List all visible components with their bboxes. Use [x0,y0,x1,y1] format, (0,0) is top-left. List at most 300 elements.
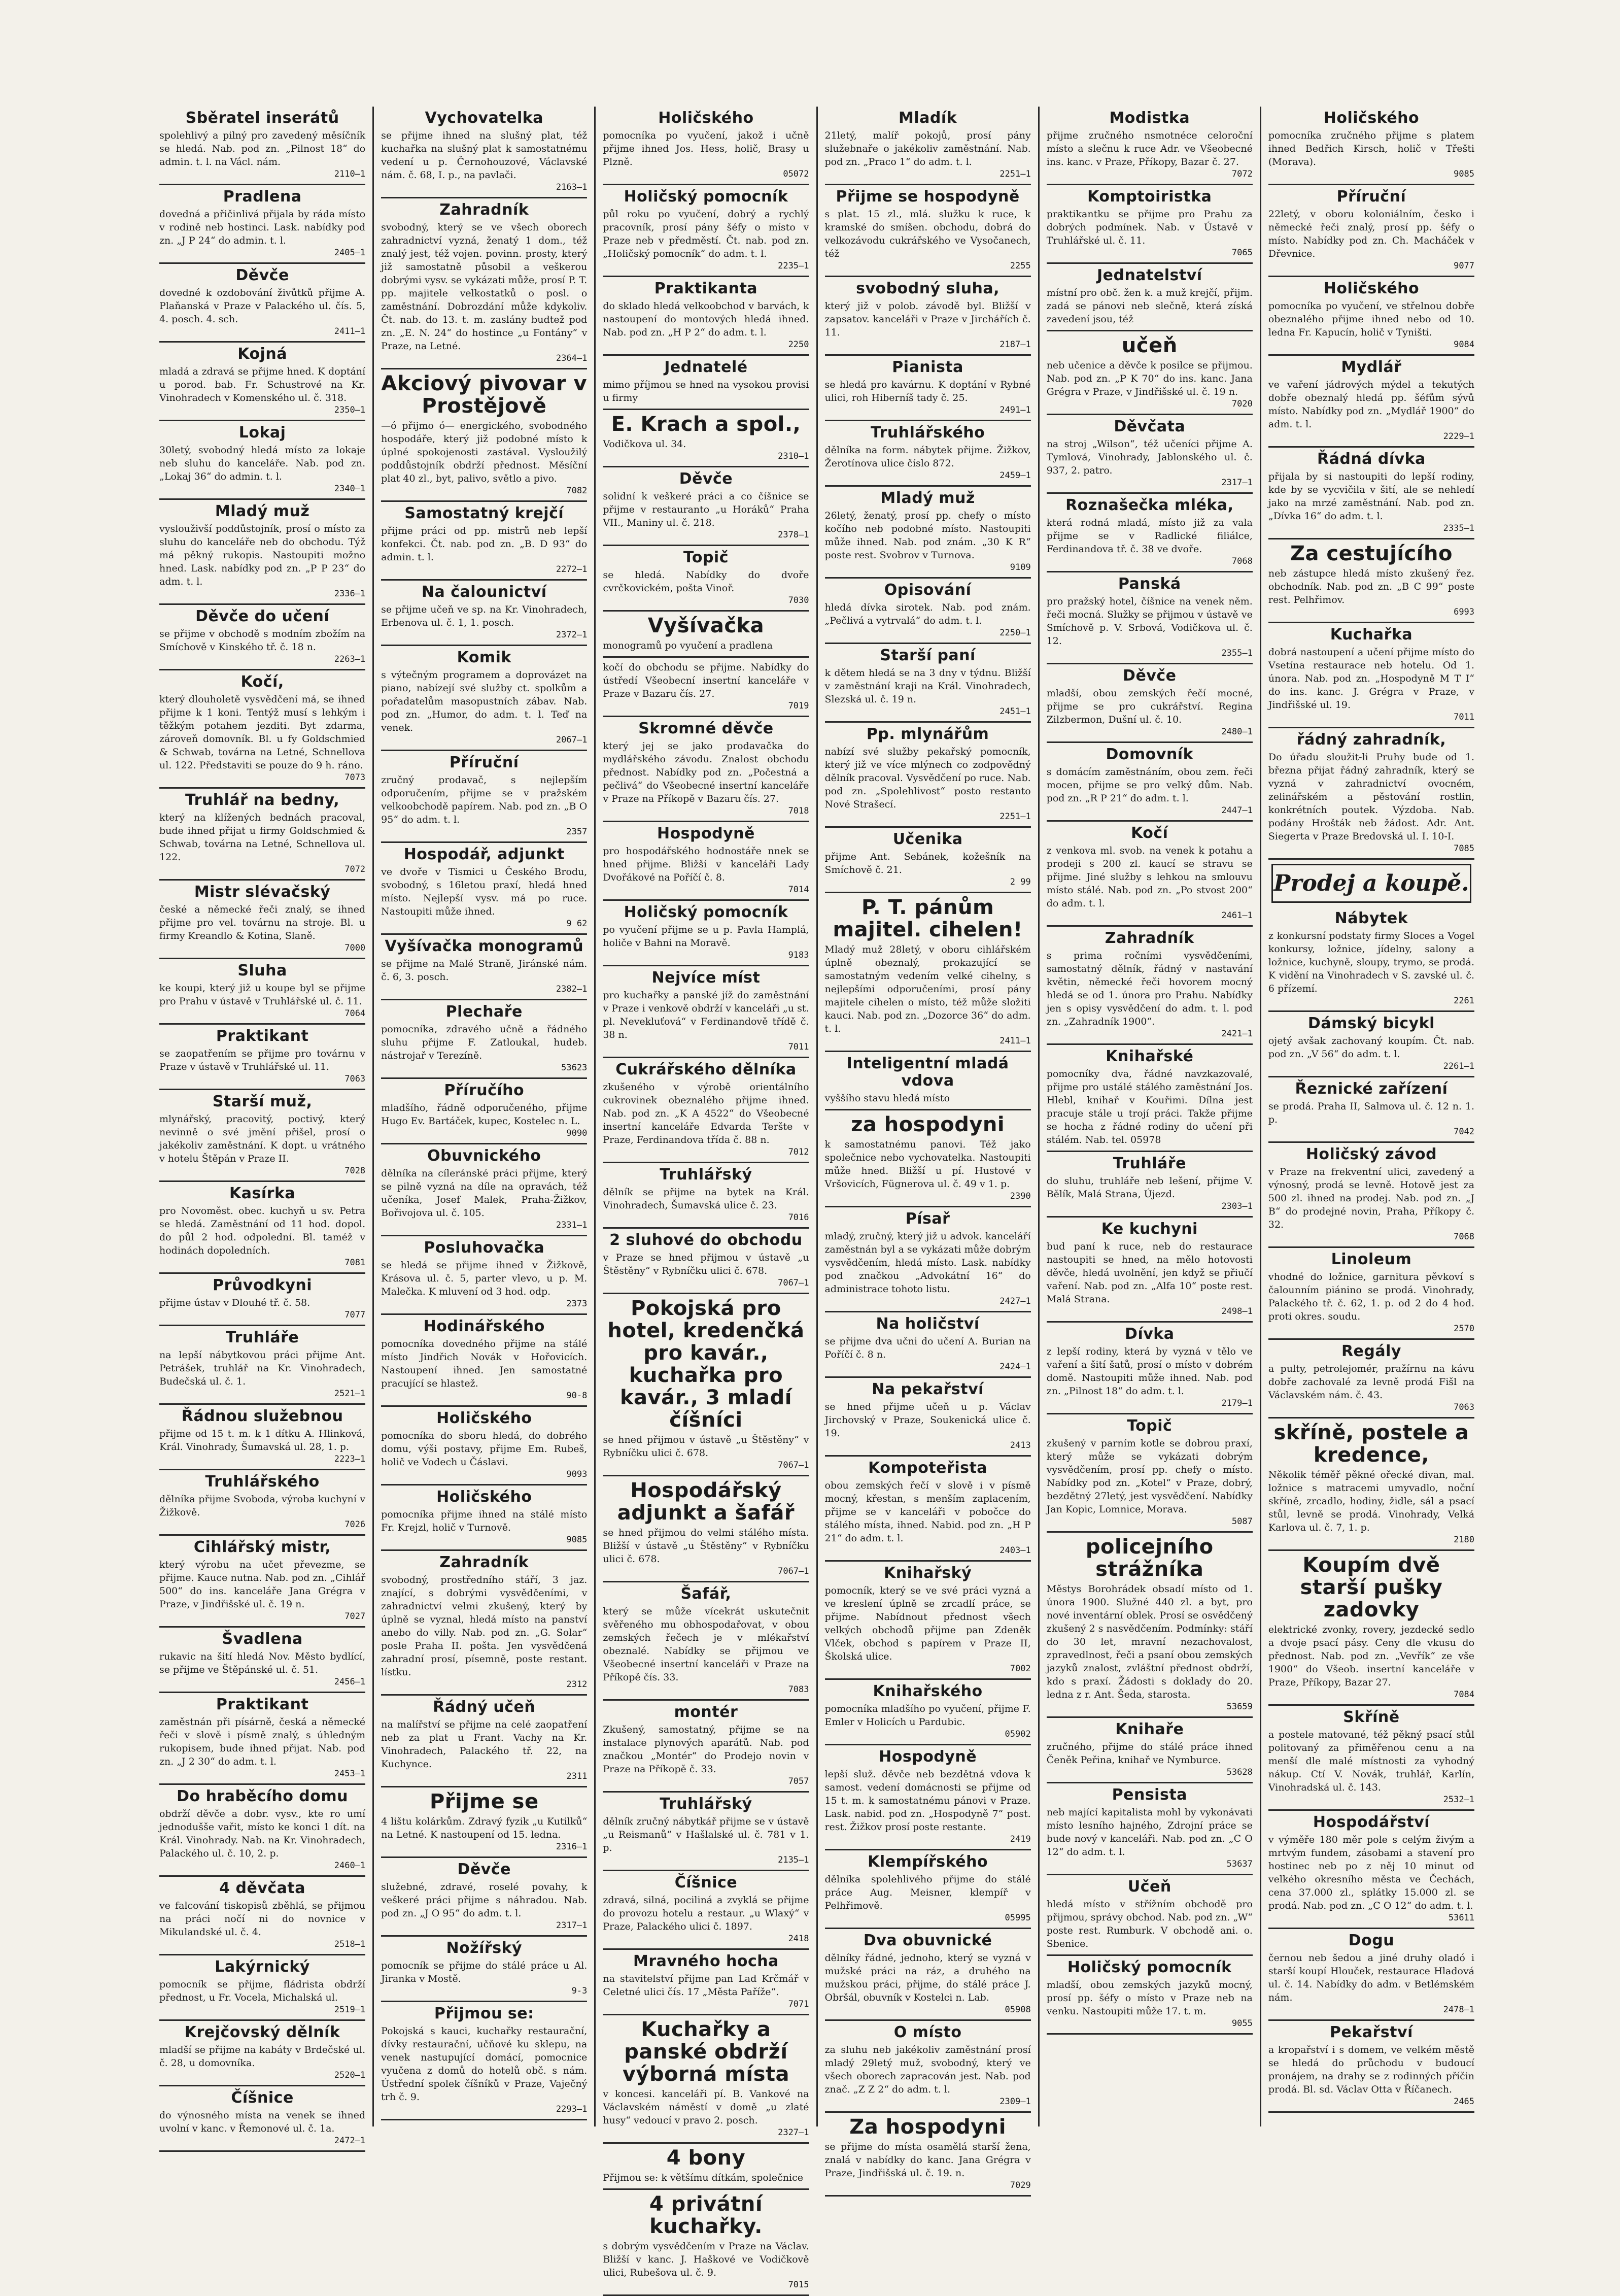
classified-ad [1268,356,1474,448]
ad-body-text: se přijme ihned na slušný plat, též kuchařka na slušný plat k samostatnému vedení u p. Černohouzové, Václavské nám. č. 68, I. p., na pavlači. [381,130,588,181]
ad-body-text: pomocníka dovedného přijme na stálé místo Jindřich Novák v Hořovicích. Nastoupení ihned. Jen samostatné pracující se hlastež. [381,1338,588,1389]
classified-ad [1047,1533,1253,1718]
ad-body-text: pomocníky dva, řádné navzkazovalé, přijme pro ustálé stálého zaměstnání Jos. Hlebl, knihař v Kouřimi. Dílna jest pracuje stále u trojí práci. Takže přijme se hocha z řádné rodiny do učení při stálém. Nab. tel. 05978 [1046,1068,1253,1145]
ad-reference-number: 2532—1 [1443,1795,1475,1805]
classified-ad [1047,1875,1253,1956]
classified-ad [603,612,809,658]
ad-body-text: elektrické zvonky, rovery, jezdecké sedlo a dvoje psací pásy. Ceny dle vkusu do přednost. Nab. pod zn. „Vevřík“ ze vše 1900“ do Všeob. insertní kanceláře v Praze, Příkopy, Bazar 27. [1268,1624,1475,1688]
classified-ad [1268,1929,1474,2021]
classified-ad [825,185,1031,277]
ad-body-text: se hned přijmou v ústavě „u Štěstěny“ v Rybníčku ulici č. 678. [603,1434,809,1459]
ad-body-text: zkušeného v výrobě orientálního cukrovinek obeznalého přijme ihned. Nab. pod zn. „K A 4522“ do Všeobecné insertní kanceláře Edvarda Teršte v Praze, Ferdinandova třída č. 88 n. [603,1082,809,1145]
ad-heading: Číšnice [231,2089,294,2107]
ad-body-text: dělník zručný nábytkář přijme se v ústavě „u Reismanů“ v Hašlalské ul. č. 781 v 1. p. [603,1816,809,1853]
ad-reference-number: 53628 [1226,1767,1253,1777]
ad-reference-number: 2465 [1454,2097,1475,2107]
classified-ad [381,1858,587,1937]
ad-heading: Na čalounictví [421,583,547,601]
classified-ad [1047,264,1253,331]
ad-body-text: zručného, přijme do stálé práce ihned Čeněk Peřina, knihař ve Nymburce. [1046,1741,1253,1766]
ad-reference-number: 2272—1 [556,564,588,575]
ad-reference-number: 2255 [1010,261,1031,271]
classified-ad [603,822,809,901]
ad-body-text: ve falcování tiskopisů zběhlá, se přijmou na práci nočí ni do novnice v Mikulandské ul. č. 4. [159,1900,366,1938]
ad-body-text: dělník se přijme na bytek na Král. Vinohradech, Šumavská ulice č. 23. [603,1187,809,1211]
ad-heading: Knihařského [873,1682,983,1700]
ad-reference-number: 2229—1 [1443,431,1475,442]
ad-reference-number: 2453—1 [334,1769,366,1779]
ad-body-text: dovedná a přičinlivá přijala by ráda místo v rodině neb hostinci. Lask. nabídky pod zn. „J P 24“ do admin. t. l. [159,209,366,246]
ad-heading: Klempířského [868,1853,988,1871]
ad-heading: Knihaře [1115,1720,1184,1738]
ad-reference-number: 2250 [788,340,809,350]
ad-heading: Truhlářský [660,1166,752,1184]
ad-body-text: dělníka na form. nábytek přijme. Žižkov, Žerotínova ulice číslo 872. [824,445,1031,469]
ad-heading: Truhlář na bedny, [185,791,340,809]
classified-ad [1268,1811,1474,1929]
classified-ad [1268,1077,1474,1143]
ad-body-text: mladší, obou zemských řečí mocné, přijme se pro cukrářství. Regina Zilzbermon, Dušní ul. č. 10. [1046,688,1253,725]
classified-ad [159,1877,365,1955]
ad-body-text: který na klížených bednách pracoval, bude ihned přijat u firmy Goldschmied & Schwab, továrna na Letné, Schnellova ul. 122. [159,812,366,863]
ad-heading: Holičský závod [1305,1145,1437,1163]
ad-heading: Cukrářského dělníka [615,1061,797,1078]
classified-ad [603,2190,809,2296]
ad-heading: skříně, postele a kredence, [1273,1421,1469,1467]
ad-reference-number: 2520—1 [334,2070,366,2080]
ad-heading: 2 sluhové do obchodu [609,1231,803,1249]
ad-body-text: pomocníka po vyučení, ve střelnou dobře obeznalého přijme ihned nebo od 10. ledna Fr. Kapucín, holič v Tyništi. [1268,300,1475,338]
ad-body-text: praktikantku se přijme pro Prahu za dobrých podmínek. Nab. v Ústavě v Truhlářské ul. č. 11. [1046,209,1253,246]
ad-body-text: dělníka spolehlivého přijme do stálé práce Aug. Meisner, klempíř v Pelhřimově. [824,1874,1031,1911]
classified-ad [159,1025,365,1090]
ad-body-text: z venkova ml. svob. na venek k potahu a prodeji s 200 zl. kaucí se stravu se přijme. Jiné služby s lehkou na smlouvu místo stálé. Nab. pod zn. „Po stvost 200“ do adm. t. l. [1046,845,1253,909]
ad-reference-number: 7019 [788,701,809,711]
classified-ad [159,1955,365,2021]
classified-ad [1047,927,1253,1045]
classified-ad [1047,664,1253,743]
classified-ad [381,1551,587,1696]
ad-heading: Učenika [892,830,963,848]
classified-ad [159,789,365,881]
ad-reference-number: 2336—1 [334,589,366,599]
classifieds-column-4 [818,107,1040,2190]
classified-ad [1268,448,1474,539]
classified-ad [1268,1551,1474,1706]
ad-reference-number: 7072 [344,864,366,874]
ad-body-text: ke koupi, který již u koupe byl se přijme pro Prahu v ústavě v Truhlářské ul. č. 11. [159,983,366,1007]
ad-heading: Za cestujícího [1290,542,1453,565]
ad-heading: Truhlářského [870,424,985,442]
ad-body-text: solidní k veškeré práci a co číšnice se přijme v restauranto „u Horáků“ Praha VII., Maniny ul. č. 218. [603,491,809,528]
ad-body-text: neb mající kapitalista mohl by vykonávati místo lesního hajného, Zdrojní práce se bude nový v kanceláři. Nab. pod zn. „C O 12“ do adm. t. l. [1046,1807,1253,1858]
ad-reference-number: 2263—1 [334,654,366,664]
classified-ad [1047,572,1253,664]
classified-ad [381,1407,587,1485]
classified-ad [825,1680,1031,1745]
ad-reference-number: 2110—1 [334,169,366,179]
classified-ad [603,1229,809,1294]
ad-body-text: přijme Ant. Sebánek, kožešník na Smíchově č. 21. [824,851,1031,875]
ad-heading: Písař [905,1210,950,1228]
ad-heading: Nejvíce míst [651,969,761,987]
ad-reference-number: 7016 [788,1212,809,1223]
classified-ad [159,1628,365,1693]
ad-reference-number: 2303—1 [1221,1201,1253,1211]
classified-ad [1047,1414,1253,1533]
ad-reference-number: 2317—1 [1221,478,1253,488]
ad-reference-number: 5087 [1231,1516,1253,1527]
classified-ad [825,1745,1031,1850]
classified-ad [825,644,1031,723]
ad-reference-number: 7012 [788,1147,809,1157]
classified-ad [381,107,587,198]
ad-heading: Na holičství [876,1315,980,1333]
ad-body-text: který již v polob. závodě byl. Bližší v zapsatov. kanceláři v Praze v Jirchářích č. 11. [824,300,1031,338]
ad-heading: Pensista [1112,1786,1187,1804]
ad-heading: Řádný učeň [433,1698,536,1716]
ad-body-text: se přijme na Malé Straně, Jiránské nám. č. 6, 3. posch. [381,958,588,983]
ad-reference-number: 7067—1 [778,1460,809,1470]
classified-ad [1047,331,1253,415]
ad-heading: Linoleum [1331,1251,1412,1268]
classified-ad [381,1236,587,1315]
ad-heading: učeň [1121,334,1178,357]
ad-heading: Průvodkyni [213,1276,313,1294]
ad-body-text: zdravá, silná, pociliná a zvyklá se přijme do provozu hotelu a restaur. „u Wlaxý“ v Praze, Palackého ulici č. 1897. [603,1895,809,1932]
ad-heading: Nábytek [1334,909,1408,927]
classified-ad [825,2021,1031,2113]
ad-heading: Přijmou se: [434,2005,534,2022]
ad-reference-number: 7068 [1454,1232,1475,1242]
classified-ad [1047,1323,1253,1414]
ad-heading: Topič [683,549,729,566]
ad-reference-number: 2427—1 [999,1296,1031,1306]
ad-body-text: monogramů po vyučení a pradlena [603,640,773,651]
classified-ad [1268,1340,1474,1419]
ad-heading: Truhlářský [660,1795,752,1813]
ad-body-text: mladší se přijme na kabáty v Brdečské ul. č. 28, u domovníka. [159,2044,366,2069]
ad-heading: Řádná dívka [1317,450,1426,468]
ad-body-text: za sluhu neb jakékoliv zaměstnání prosí mladý 29letý muž, svobodný, který ve všech oborech zapracován jest. Nab. pod znač. „Z Z 2“ do adm. t. l. [824,2044,1031,2095]
ad-heading: Děvče [679,470,733,488]
ad-reference-number: 53623 [561,1063,588,1073]
ad-reference-number: 2456—1 [334,1677,366,1687]
ad-heading: Dogu [1348,1932,1395,1949]
classified-ad [1268,277,1474,356]
ad-heading: Domovník [1106,746,1194,763]
ad-body-text: k samostatnému panovi. Též jako společnice nebo vychovatelka. Nastoupiti může hned. Bližší u pí. Hustové v Vršovicích, Fügnerova ul. č. 49 v 1. p. [824,1139,1031,1190]
ad-reference-number: 7073 [344,772,366,783]
classified-ad [825,1110,1031,1207]
classified-ad [603,546,809,612]
ad-heading: Pp. mlynářům [866,725,989,743]
ad-heading: Kompoteřista [868,1459,988,1477]
ad-heading: Knihařský [884,1564,972,1582]
ad-body-text: pomocníka zručného přijme s platem ihned Bedřich Kirsch, holič v Třešti (Morava). [1268,130,1475,167]
ad-heading: Přijme se hospodyně [836,188,1020,206]
ad-reference-number: 9090 [566,1128,588,1138]
ad-reference-number: 2413 [1010,1440,1031,1450]
classified-ad [1047,494,1253,572]
ad-reference-number: 2451—1 [999,706,1031,717]
ad-reference-number: 7083 [788,1684,809,1695]
ad-reference-number: 2340—1 [334,484,366,494]
ad-body-text: dělníka přijme Svoboda, výroba kuchyní v Žižkově. [159,1494,366,1518]
ad-reference-number: 2570 [1454,1324,1475,1334]
ad-body-text: obdrží děvče a dobr. vysv., kte ro umí jednodušše vařit, místo ke konci 1 dít. na Král. Vinohrady. Nab. na Kr. Vinohradech, Palackého ul. č. 10, 2. p. [159,1808,366,1859]
classifieds-column-3 [596,107,817,2290]
ad-reference-number: 7085 [1454,843,1475,854]
ad-body-text: pomocník se přijme do stálé práce u Al. Jiranka v Mostě. [381,1960,588,1984]
classified-ad [825,421,1031,487]
classified-ad [825,1562,1031,1680]
ad-reference-number: 9085 [1454,169,1475,179]
classified-ad [159,1274,365,1326]
classified-ad [603,467,809,546]
classified-ad [825,1378,1031,1457]
ad-reference-number: 2309—1 [999,2097,1031,2107]
classified-ad [1268,1143,1474,1248]
ad-body-text: zkušený v parním kotle se dobrou praxí, který může se vykázati dobrým vysvědčením, prosí pp. chefy o místo. Nabídky pod zn. „Kotel“ v Praze, dobrý, bezdětný 27letý, jest vysvědčení. Nabídky Jan Kopic, Lomnice, Morava. [1046,1438,1253,1515]
ad-heading: Zahradník [439,201,529,219]
ad-heading: Knihařské [1106,1048,1194,1065]
ad-body-text: přijme práci od pp. mistrů neb lepší konfekci. Čt. nab. pod zn. „B. D 93“ do admin. t. l. [381,525,588,563]
classified-ad [1047,1783,1253,1875]
ad-heading: Nožířský [446,1939,523,1957]
ad-heading: Mladý muž [215,502,310,520]
ad-body-text: pomocníka po vyučení, jakož i učně přijme ihned Jos. Hess, holič, Brasy u Plzně. [603,130,809,167]
classified-ad [159,107,365,185]
classified-ad [159,185,365,264]
ad-heading: Hospodář, adjunkt [403,846,565,863]
ad-body-text: Městys Borohrádek obsadí místo od 1. února 1900. Služné 440 zl. a byt, pro nové inventární oblek. Prosí se osvědčený zkušený 2 s nasvědčením. Podmínky: stáří do 30 let, mravní nezachovalost, zpravedlnost, řeči a psaní obou zemských jazyků znalost, zvláštní přednost obdrží, kdo s praxí. Žádosti s doklady do 20. ledna z r. Ant. Šeda, starosta. [1046,1583,1253,1700]
ad-body-text: se zaopatřením se přijme pro továrnu v Praze v ústavě v Truhlářské ul. 11. [159,1048,366,1072]
ad-reference-number: 7084 [1454,1690,1475,1700]
ad-reference-number: 7002 [1010,1664,1031,1674]
ad-body-text: ve vaření jádrových mýdel a tekutých dobře obeznalý hledá pp. šéfům sývů místo. Nabídky pod zn. „Mydlář 1900“ do adm. t. l. [1268,379,1475,430]
classified-ad [381,198,587,369]
ad-heading: Holičského [658,109,754,127]
classified-ad [825,1850,1031,1929]
ad-reference-number: 7028 [344,1166,366,1176]
ad-body-text: pomocníka do sboru hledá, do dobrého domu, výši postavy, přijme Em. Rubeš, holič ve Vodech u Čáslavi. [381,1430,588,1468]
classified-ad [381,1485,587,1551]
classified-ad [1047,743,1253,822]
ad-heading: Děvče do učení [195,607,330,625]
classified-ad [1047,822,1253,927]
classified-ad [159,1182,365,1274]
classifieds-column-1 [152,107,374,2146]
classified-ad [381,1315,587,1407]
ad-body-text: pomocník se přijme, fládrista obdrží přednost, u Fr. Vocela, Michalská ul. [159,1979,366,2003]
ad-heading: 4 děvčata [219,1879,305,1897]
ad-body-text: 26letý, ženatý, prosí pp. chefy o místo kočího neb podobné místo. Nastoupiti může ihned. Nab. pod znám. „30 K R“ poste rest. Svobrov v Turnova. [824,510,1031,561]
ad-body-text: s výtečným programem a doprovázet na piano, nabízejí své služby ct. spolkům a pořadatelům masopustních zábav. Nab. pod zn. „Humor, do adm. t. l. Teď na venek. [381,669,588,733]
ad-body-text: přijala by si nastoupiti do lepší rodiny, kde by se vycvičila v šití, ale se nehledí jako na mrzé zaměstnání. Nab. pod zn. „Dívka 16“ do adm. t. l. [1268,471,1475,522]
classified-ad [1268,1012,1474,1077]
classified-ad [159,1470,365,1536]
ad-reference-number: 9-3 [571,1986,588,1996]
ad-body-text: služebné, zdravé, roselé povahy, k veškeré práci přijme s náhradou. Nab. pod zn. „J O 95“ do adm. t. l. [381,1881,588,1919]
ad-body-text: pro Novoměst. obec. kuchyň u sv. Petra se hledá. Zaměstnání od 11 hod. dopol. do půl 2 hod. odpolední. Bl. taméž v hodinách dopoledních. [159,1205,366,1256]
classified-ad [825,2113,1031,2197]
ad-body-text: dělníka na cíleránské práci přijme, který se pilně vyzná na díle na opravách, též učeníka, Josef Malek, Praha-Žižkov, Bořivojova ul. č. 105. [381,1168,588,1219]
classified-ad [381,1079,587,1144]
classified-ad [1047,1718,1253,1783]
classified-ad [1047,1152,1253,1218]
ad-heading: Holičský pomocník [624,903,788,921]
ad-body-text: české a německé řeči znalý, se ihned přijme pro vel. továrnu na stroje. Bl. u firmy Kreandlo & Kotina, Slaně. [159,904,366,941]
classified-ad [381,581,587,646]
ad-reference-number: 2223—1 [334,1454,366,1464]
ad-heading: Hospodářství [1313,1813,1430,1831]
ad-heading: Dva obuvnické [863,1932,992,1949]
ad-heading: Hospodářský adjunkt a šafář [617,1479,795,1525]
ad-body-text: v Praze se hned přijmou v ústavě „u Štěstěny“ v Rybníčku ulici č. 678. [603,1252,809,1276]
ad-heading: Zahradník [1105,929,1194,947]
ad-heading: Řádnou služebnou [181,1407,343,1425]
classified-ad [825,1457,1031,1562]
classified-ad [1047,107,1253,185]
classified-ad [1268,107,1474,185]
ad-body-text: dělníky řádné, jednoho, který se vyzná v mužské práci na ráz, a druhého na mužskou práci, přijme, do stálé práce J. Obršál, obuvník v Kostelci n. Lab. [824,1952,1031,2003]
ad-body-text: Zkušený, samostatný, přijme se na instalace plynových aparátů. Nab. pod značkou „Montér“ do Prodejo novin v Praze na Příkopě č. 33. [603,1724,809,1775]
classified-ad [603,356,809,410]
ad-reference-number: 7063 [1454,1402,1475,1412]
ad-reference-number: 2405—1 [334,248,366,258]
ad-heading: Do hraběcího domu [177,1787,349,1805]
ad-reference-number: 6993 [1454,607,1475,617]
ad-reference-number: 2261 [1454,996,1475,1006]
ad-heading: Sběratel inserátů [185,109,339,127]
classified-ad [825,828,1031,893]
ad-heading: Ke kuchyni [1101,1220,1198,1238]
ad-heading: Dívka [1125,1325,1175,1343]
ad-body-text: který se může vícekrát uskutečnit svěřeného mu obhospodařovat, v obou zemských řečech je v mlékařství obeznalé. Nabídky se přijmou ve Všeobecné insertní kanceláři v Praze na Příkopě čís. 33. [603,1606,809,1683]
ad-reference-number: 2187—1 [999,340,1031,350]
ad-body-text: ojetý avšak zachovaný koupím. Čt. nab. pod zn. „V 56“ do adm. t. l. [1268,1035,1475,1060]
ad-heading: Plechaře [445,1003,523,1021]
ad-reference-number: 2163—1 [556,182,588,192]
ad-body-text: do sklado hledá velkoobchod v barvách, k nastoupení do montových hledá ihned. Nab. pod zn. „H P 2“ do adm. t. l. [603,300,809,338]
ad-reference-number: 7026 [344,1520,366,1530]
ad-heading: Holičského [1323,280,1420,297]
ad-reference-number: 7077 [344,1310,366,1320]
ad-reference-number: 2419 [1010,1834,1031,1844]
ad-reference-number: 7072 [1231,169,1253,179]
classified-ad [603,2144,809,2190]
ad-body-text: do sluhu, truhláře neb lešení, přijme V. Bělík, Malá Strana, Újezd. [1046,1175,1253,1200]
ad-reference-number: 2180 [1454,1535,1475,1545]
ad-heading: Obuvnického [427,1147,541,1165]
ad-body-text: lepší služ. děvče neb bezdětná vdova k samost. vedení domácnosti se přijme od 15 t. m. k samostatnému pánovi v Praze. Lask. nabid. pod zn. „Hospodyně 7“ post. rest. Žižkov prosí poste restante. [824,1769,1031,1833]
classified-ad [603,1582,809,1701]
ad-heading: Skromné děvče [638,720,774,737]
ad-reference-number: 2498—1 [1221,1306,1253,1316]
ad-heading: Pianista [892,358,963,376]
ad-reference-number: 7042 [1454,1127,1475,1137]
ad-reference-number: 2235—1 [778,261,809,271]
ad-body-text: vyššího stavu hledá místo [824,1093,950,1104]
ad-body-text: přijme od 15 t. m. k 1 dítku A. Hlinková, Král. Vinohrady, Šumavská ul. 28, 1. p. [159,1428,366,1453]
ad-body-text: se hledá se přijme ihned v Žižkově, Krásova ul. č. 5, parter vlevo, u p. M. Malečka. K mluvení od 3 hod. odp. [381,1260,588,1297]
ad-body-text: pro hospodářského hodnostáře nnek se hned přijme. Bližší v kanceláři Lady Dvořákové na Poříčí č. 8. [603,846,809,883]
ad-body-text: hledá místo v střížním obchodě pro přijmou, správy obchod. Nab. pod zn. „W“ poste rest. Rumburk. V obchodě ani. o. Sbenice. [1046,1899,1253,1949]
ad-body-text: mladá a zdravá se přijme hned. K doptání u porod. bab. Fr. Schustrové na Kr. Vinohradech v Komenského ul. č. 318. [159,366,366,403]
ad-reference-number: 2460—1 [334,1861,366,1871]
ad-heading: Kočí, [240,673,284,691]
ad-heading: Kasírka [229,1185,296,1202]
classified-ad [1047,1218,1253,1323]
ad-reference-number: 9109 [1010,562,1031,572]
ad-reference-number: 05902 [1005,1729,1031,1739]
classified-ad [1268,1706,1474,1811]
ad-reference-number: 2357 [566,827,588,837]
ad-heading: Roznašečka mléka, [1065,496,1234,514]
ad-reference-number: 90-8 [566,1391,588,1401]
ad-body-text: pomocníka, zdravého učně a řádného sluhu přijme F. Zatloukal, hudeb. nástrojař v Terezíně. [381,1024,588,1061]
ad-heading: Číšnice [674,1874,738,1892]
ad-reference-number: 2135—1 [778,1855,809,1865]
ad-body-text: dobrá nastoupení a učení přijme místo do Vsetína restaurace neb hotelu. Od 1. února. Nab. pod zn. „Hospodyně M T I“ do ins. kanc. J. Grégra v Praze, v Jindřišské ul. 19. [1268,647,1475,711]
ad-body-text: se prodá. Praha II, Salmova ul. č. 12 n. 1. p. [1268,1101,1475,1125]
ad-heading: Kočí [1131,824,1168,842]
ad-heading: Pokojská pro hotel, kredenčká pro kavár., kuchařka pro kavár., 3 mladí číšníci [607,1297,805,1432]
ad-body-text: obou zemských řečí v slově i v písmě mocný, křestan, s menším zaplacením, přijme se v kanceláři v pobočce do stálého místa, ihned. Nabid. pod zn. „H P 21“ do adm. t. l. [824,1480,1031,1544]
ad-reference-number: 9183 [788,950,809,960]
classified-ad [381,502,587,581]
ad-body-text: s plat. 15 zl., mlá. služku k ruce, k kramské do smíšen. obchodu, dobrá do velkozávodu cukrářského ve Vysočanech, též [824,209,1031,259]
ad-heading: Mravného hocha [633,1952,779,1970]
ad-body-text: a pulty, petrolejomér, pražírnu na kávu dobře zachovalé za levně prodá Fišl na Václavském nám. č. 43. [1268,1363,1475,1401]
classified-ad [603,1793,809,1871]
ad-reference-number: 2382—1 [556,984,588,994]
classified-ad [1268,1419,1474,1551]
classified-ad [1268,728,1474,860]
ad-reference-number: 2312 [566,1679,588,1690]
classified-ad [159,1090,365,1182]
ad-heading: Starší muž, [212,1093,313,1110]
ad-body-text: půl roku po vyučení, dobrý a rychlý pracovník, prosí pány šéfy o místo v Praze neb v předměstí. Čt. nab. pod zn. „Holičský pomocník“ do adm. t. l. [603,209,809,259]
ad-body-text: přijme zručného nsmotnéce celoroční místo a slečnu k ruce Adr. ve Všeobecné ins. kanc. v Praze, Příkopy, Bazar č. 27. [1046,130,1253,167]
ad-heading: Za hospodyni [849,2115,1006,2139]
ad-heading: Modistka [1109,109,1190,127]
ad-body-text: svobodný, který se ve všech oborech zahradnictví vyzná, ženatý 1 dom., též znalý jest, též vojen. povinn. prosty, který již samostatně působil a veškerou dobrými vysv. se vykázati může, prosí P. T. pp. majitele velkostatků o posl. o zaměstnání. Dobrozdání může kdykoliv. Čt. nab. do 13. t. m. zaslány budtež pod zn. „E. N. 24“ do hostince „u Fontány“ v Praze, na Letné. [381,222,588,352]
classified-ad [825,1312,1031,1378]
ad-heading: Holičského [436,1409,532,1427]
ad-heading: Holičského [436,1488,532,1506]
classified-ad [603,1294,809,1476]
ad-heading: Akciový pivovar v Prostějově [381,372,588,418]
ad-body-text: pro kuchařky a panské jíž do zaměstnání v Praze i venkově obdrží v kanceláři „u st. pl. Nevekluťová“ v Ferdinandově třídě č. 38 n. [603,990,809,1040]
ad-reference-number: 2327—1 [778,2128,809,2138]
ad-heading: E. Krach a spol., [611,413,801,436]
ad-body-text: mimo příjmou se hned na vysokou provisi u firmy [603,379,809,403]
ad-heading: Opisování [884,581,972,599]
ad-reference-number: 2350—1 [334,405,366,415]
classified-ad [1268,907,1474,1012]
ad-body-text: v výměře 180 měr pole s celým živým a mrtvým fundem, zásobami a stavení pro hostinec neb po z něj 10 minut od velkého okresního města ve Čechách, cena 37.000 zl., splátky 15.000 zl. se prodá. Nab. pod zn. „C O 12“ do adm. t. l. [1268,1834,1475,1911]
ad-body-text: černou neb šedou a jiné druhy oladó i starší koupí Hlouček, restaurace Hladová ul. č. 14. Nabídky do adm. v Betlémském nám. [1268,1952,1475,2003]
ad-body-text: se hned přijmou do velmi stálého místa. Bližší v ústavě „u Štěstěny“ v Rybníčku ulici č. 678. [603,1527,809,1565]
ad-reference-number: 2378—1 [778,530,809,540]
ad-body-text: dovedné k ozdobování živůtků přijme A. Plaňanská v Praze v Palackého ul. čís. 5, 4. posch. 4. sch. [159,287,366,325]
ad-reference-number: 9055 [1231,2018,1253,2029]
ad-body-text: se hledá pro kavárnu. K doptání v Rybné ulici, roh Hiberníš tady č. 25. [824,379,1031,403]
ad-reference-number: 7015 [788,2280,809,2290]
ad-reference-number: 2067—1 [556,735,588,745]
